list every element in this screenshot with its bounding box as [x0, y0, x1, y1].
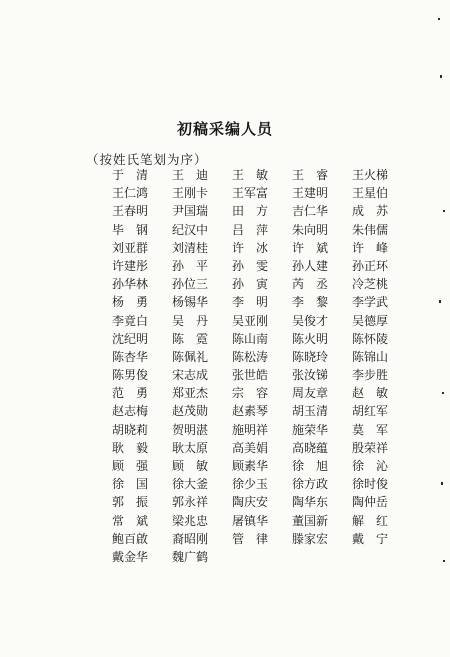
- name-entry: 冷芝桃: [352, 277, 389, 292]
- name-entry: 李 黎: [292, 295, 329, 310]
- name-entry: 王军富: [232, 186, 269, 201]
- name-entry: 高美娟: [232, 440, 269, 455]
- name-entry: 陶庆安: [232, 495, 269, 510]
- name-entry: 吴俊才: [292, 313, 329, 328]
- name-entry: 胡红军: [352, 404, 389, 419]
- name-entry: 耿太原: [172, 440, 209, 455]
- name-entry: 戴 宁: [352, 531, 389, 546]
- name-entry: 徐 旭: [292, 459, 329, 473]
- name-entry: 徐时俊: [352, 477, 389, 492]
- name-entry: 李竟白: [112, 313, 149, 328]
- name-entry: 李步胜: [352, 368, 389, 383]
- name-entry: 徐大釜: [172, 477, 209, 492]
- name-entry: 贺明湛: [172, 422, 209, 437]
- name-entry: 许建彤: [112, 258, 149, 273]
- name-list: [112, 166, 412, 566]
- name-entry: 吴亚刚: [232, 313, 269, 328]
- name-entry: 沈纪明: [112, 331, 149, 346]
- name-entry: 魏广鹤: [172, 549, 209, 564]
- name-entry: 顾 敏: [172, 459, 209, 473]
- name-entry: 屠镇华: [232, 513, 269, 528]
- name-entry: 陈火明: [292, 331, 329, 346]
- name-entry: 董国新: [292, 513, 329, 528]
- name-entry: 许 斌: [292, 240, 329, 255]
- name-entry: 梁兆忠: [172, 513, 209, 528]
- name-entry: 王 睿: [292, 168, 329, 182]
- name-entry: 徐少玉: [232, 477, 269, 492]
- name-entry: 陈松涛: [232, 349, 269, 364]
- name-entry: 陈佩礼: [172, 349, 209, 364]
- name-entry: 郑亚杰: [172, 386, 209, 401]
- name-entry: 管 律: [232, 531, 269, 546]
- name-entry: 尹国瑞: [172, 204, 209, 219]
- name-entry: 赵志梅: [112, 404, 149, 419]
- name-entry: 高晓蕴: [292, 440, 329, 455]
- name-entry: 常 斌: [112, 513, 149, 528]
- name-entry: 孙华林: [112, 277, 149, 292]
- name-entry: 孙正环: [352, 258, 389, 273]
- name-entry: 孙 寅: [232, 277, 269, 292]
- name-entry: 宋志成: [172, 368, 209, 383]
- name-entry: 宗 容: [232, 386, 269, 401]
- scan-edge-mark: [443, 210, 445, 212]
- scan-edge-mark: [443, 560, 445, 562]
- name-entry: 赵素琴: [232, 404, 269, 419]
- name-entry: 吉仁华: [292, 204, 329, 219]
- name-entry: 鲍百啟: [112, 531, 149, 546]
- name-entry: 于 清: [112, 168, 149, 182]
- name-entry: 纪汉中: [172, 222, 209, 237]
- name-entry: 顾 强: [112, 459, 149, 473]
- name-entry: 解 红: [352, 513, 389, 528]
- name-entry: 耿 毅: [112, 440, 149, 455]
- name-entry: 戴金华: [112, 549, 149, 564]
- name-entry: 顾素华: [232, 459, 269, 473]
- name-entry: 许 峰: [352, 240, 389, 255]
- name-entry: 施荣华: [292, 422, 329, 437]
- name-entry: 陈怀陵: [352, 331, 389, 346]
- name-entry: 张汝锑: [292, 368, 329, 383]
- name-entry: 毕 钢: [112, 222, 149, 237]
- name-entry: 施明祥: [232, 422, 269, 437]
- name-entry: 滕家宏: [292, 531, 329, 546]
- scan-edge-mark: [441, 482, 443, 485]
- name-entry: 周友章: [292, 386, 329, 401]
- name-entry: 刘亚群: [112, 240, 149, 255]
- name-entry: 陶仲岳: [352, 495, 389, 510]
- scan-edge-mark: [440, 75, 442, 78]
- name-entry: 陈 霓: [172, 331, 209, 346]
- name-entry: 郭 振: [112, 495, 149, 510]
- name-entry: 王 敏: [232, 168, 269, 182]
- scan-edge-mark: [438, 18, 440, 20]
- name-entry: 吴 丹: [172, 313, 209, 328]
- name-entry: 陈晓玲: [292, 349, 329, 364]
- name-entry: 王星伯: [352, 186, 389, 201]
- name-entry: 陶华东: [292, 495, 329, 510]
- name-entry: 莫 军: [352, 422, 389, 437]
- name-entry: 许 冰: [232, 240, 269, 255]
- name-entry: 陈山南: [232, 331, 269, 346]
- scan-edge-mark: [439, 300, 441, 303]
- name-entry: 胡晓莉: [112, 422, 149, 437]
- name-entry: 田 方: [232, 204, 269, 219]
- name-entry: 裔昭刚: [172, 531, 209, 546]
- name-entry: 陈男俊: [112, 368, 149, 383]
- name-entry: 张世皓: [232, 368, 269, 383]
- name-entry: 徐 国: [112, 477, 149, 492]
- name-entry: 王 迪: [172, 168, 209, 182]
- name-entry: 孙 雯: [232, 258, 269, 273]
- name-entry: 徐 沁: [352, 459, 389, 473]
- name-entry: 王仁鸿: [112, 186, 149, 201]
- name-entry: 王春明: [112, 204, 149, 219]
- name-entry: 朱伟儒: [352, 222, 389, 237]
- name-entry: 李 明: [232, 295, 269, 310]
- name-entry: 刘清桂: [172, 240, 209, 255]
- name-entry: 孙位三: [172, 277, 209, 292]
- name-entry: 王刚卡: [172, 186, 209, 201]
- name-entry: 杨锡华: [172, 295, 209, 310]
- name-entry: 孙 平: [172, 258, 209, 273]
- ordering-note: （按姓氏笔划为序）: [86, 152, 208, 167]
- name-entry: 孙人建: [292, 258, 329, 273]
- name-entry: 吕 萍: [232, 222, 269, 237]
- name-entry: 殷荣祥: [352, 440, 389, 455]
- name-entry: 赵茂勋: [172, 404, 209, 419]
- name-entry: 吴德厚: [352, 313, 389, 328]
- name-entry: 王火梯: [352, 168, 389, 182]
- scan-edge-mark: [442, 392, 444, 394]
- name-entry: 芮 丞: [292, 277, 329, 292]
- name-entry: 成 苏: [352, 204, 389, 219]
- name-entry: 胡玉清: [292, 404, 329, 419]
- page-title: 初稿采编人员: [176, 120, 273, 138]
- name-entry: 王建明: [292, 186, 329, 201]
- name-entry: 赵 敏: [352, 386, 389, 401]
- name-entry: 郭永祥: [172, 495, 209, 510]
- name-entry: 陈锦山: [352, 349, 389, 364]
- name-entry: 李学武: [352, 295, 389, 310]
- name-entry: 杨 勇: [112, 295, 149, 310]
- name-entry: 朱向明: [292, 222, 329, 237]
- name-entry: 徐方政: [292, 477, 329, 492]
- name-entry: 陈杏华: [112, 349, 149, 364]
- name-entry: 范 勇: [112, 386, 149, 401]
